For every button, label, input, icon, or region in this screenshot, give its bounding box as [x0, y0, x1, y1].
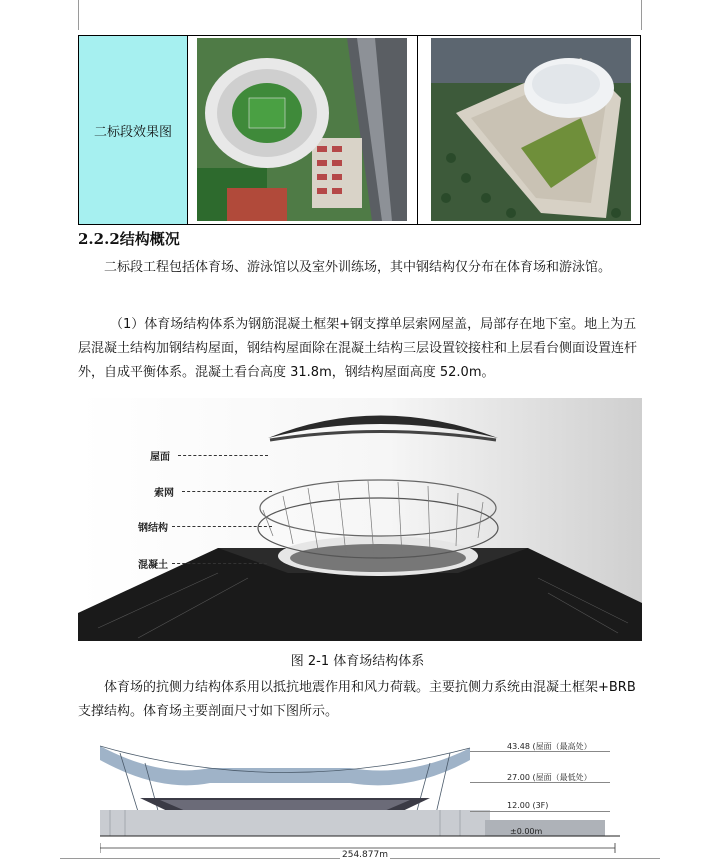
table-divider — [417, 36, 418, 224]
natatorium-aerial-render — [431, 38, 631, 221]
elevation-label-roof-highest: 43.48 (屋面（最高处） — [507, 742, 592, 751]
section-heading: 2.2.2结构概况 — [78, 230, 180, 248]
leader-line-cable-net — [182, 491, 272, 492]
figure-label-roof: 屋面 — [150, 452, 170, 463]
effect-image-table — [78, 35, 641, 225]
figure-label-steel: 钢结构 — [138, 523, 168, 534]
figure-label-cable-net: 索网 — [154, 488, 174, 499]
paragraph-structure-text: （1）体育场结构体系为钢筋混凝土框架+钢支撑单层索网屋盖，局部存在地下室。地上为五层混凝土结构加钢结构屋面，钢结构屋面除在混凝土结构三层设置铰接柱和上层看台侧面设置连杆外，自成平衡体系。混凝土看台高度 31.8m，钢结构屋面高度 52.0m。 — [78, 317, 638, 380]
stadium-section-drawing — [100, 738, 620, 856]
figure-label-concrete: 混凝土 — [138, 560, 168, 571]
paragraph-intro — [78, 256, 648, 280]
elevation-label-ground: ±0.00m — [510, 827, 543, 836]
top-crop-line-right — [641, 0, 642, 30]
paragraph-structure — [78, 313, 648, 385]
elevation-label-3f: 12.00 (3F) — [507, 801, 549, 810]
figure-caption: 图 2-1 体育场结构体系 — [290, 654, 425, 669]
paragraph-intro-text: 二标段工程包括体育场、游泳馆以及室外训练场，其中钢结构仅分布在体育场和游泳馆。 — [104, 260, 612, 275]
elevation-line-ground — [470, 836, 610, 837]
table-row-label: 二标段效果图 — [79, 36, 188, 224]
top-crop-line — [78, 0, 79, 30]
elevation-line-3f — [470, 811, 610, 812]
paragraph-lateral — [78, 676, 648, 724]
elevation-label-roof-lowest: 27.00 (屋面（最低处） — [507, 773, 592, 782]
leader-line-concrete — [172, 563, 267, 564]
stadium-aerial-render — [197, 38, 407, 221]
paragraph-lateral-text: 体育场的抗侧力结构体系用以抵抗地震作用和风力荷载。主要抗侧力系统由混凝土框架+BRB 支撑结构。体育场主要剖面尺寸如下图所示。 — [78, 680, 636, 719]
leader-line-roof — [178, 455, 268, 456]
dimension-label-width: 254.877m — [342, 850, 388, 860]
leader-line-steel — [172, 526, 272, 527]
